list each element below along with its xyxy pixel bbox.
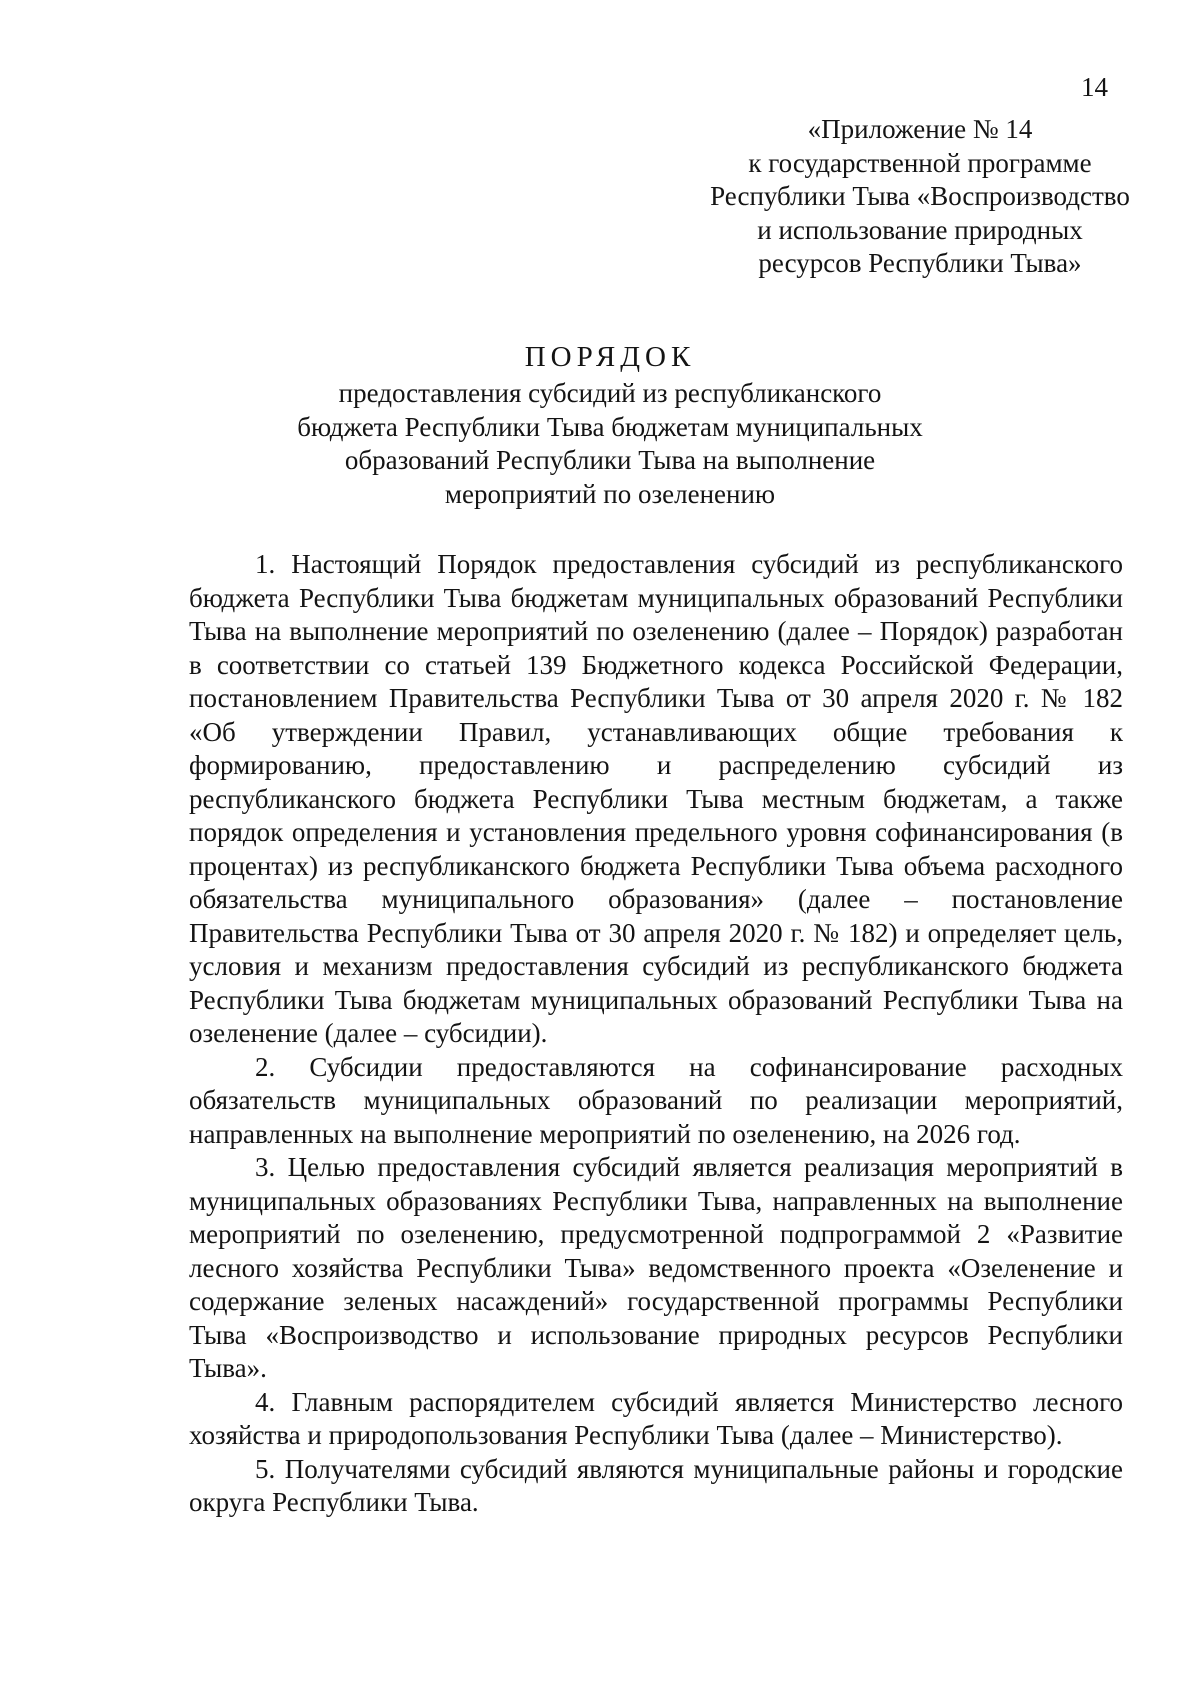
- appendix-line: и использование природных: [757, 214, 1083, 245]
- appendix-line: к государственной программе: [748, 147, 1092, 178]
- document-title: ПОРЯДОК: [524, 341, 696, 373]
- document-title-block: [230, 339, 990, 511]
- subtitle-line: предоставления субсидий из республиканского: [338, 378, 882, 408]
- paragraph-4: 4. Главным распорядителем субсидий является Министерство лесного хозяйства и природопользования Республики Тыва (далее – Министерство).: [189, 1386, 1123, 1450]
- subtitle-line: мероприятий по озеленению: [444, 478, 776, 509]
- appendix-line: ресурсов Республики Тыва»: [758, 248, 1082, 278]
- appendix-line: «Приложение № 14: [807, 114, 1033, 144]
- page-number: 14: [1081, 72, 1108, 102]
- appendix-line: Республики Тыва «Воспроизводство: [710, 181, 1130, 211]
- paragraph-2: 2. Субсидии предоставляются на софинансирование расходных обязательств муниципальных образований по реализации мероприятий, направленных на выполнение мероприятий по озеленению, на 2026 год.: [189, 1051, 1123, 1149]
- document-subtitle: [230, 377, 990, 511]
- paragraph-5: 5. Получателями субсидий являются муниципальные районы и городские округа Республики Тыва.: [189, 1453, 1123, 1517]
- paragraph-1: 1. Настоящий Порядок предоставления субсидий из республиканского бюджета Республики Тыва бюджетам муниципальных образований Республики Тыва на выполнение мероприятий по озеленению (далее – Порядок) разработан в соответствии со статьей 139 Бюджетного кодекса Российской Федерации, постановлением Правительства Республики Тыва от 30 апреля 2020 г. № 182 «Об утверждении Правил, устанавливающих общие требования к формированию, предоставлению и распределению субсидий из республиканского бюджета Республики Тыва местным бюджетам, а также порядок определения и установления предельного уровня софинансирования (в процентах) из республиканского бюджета Республики Тыва объема расходного обязательства муниципального образования» (далее – постановление Правительства Республики Тыва от 30 апреля 2020 г. № 182) и определяет цель, условия и механизм предоставления субсидий из республиканского бюджета Республики Тыва бюджетам муниципальных образований Республики Тыва на озеленение (далее – субсидии).: [189, 549, 1123, 1048]
- paragraph-3: 3. Целью предоставления субсидий является реализация мероприятий в муниципальных образованиях Республики Тыва, направленных на выполнение мероприятий по озеленению, предусмотренной подпрограммой 2 «Развитие лесного хозяйства Республики Тыва» ведомственного проекта «Озеленение и содержание зеленых насаждений» государственной программы Республики Тыва «Воспроизводство и использование природных ресурсов Республики Тыва».: [189, 1152, 1123, 1383]
- subtitle-line: образований Республики Тыва на выполнение: [344, 445, 876, 475]
- document-body: [189, 548, 1123, 1520]
- subtitle-line: бюджета Республики Тыва бюджетам муниципальных: [297, 411, 923, 442]
- appendix-header: [690, 113, 1150, 281]
